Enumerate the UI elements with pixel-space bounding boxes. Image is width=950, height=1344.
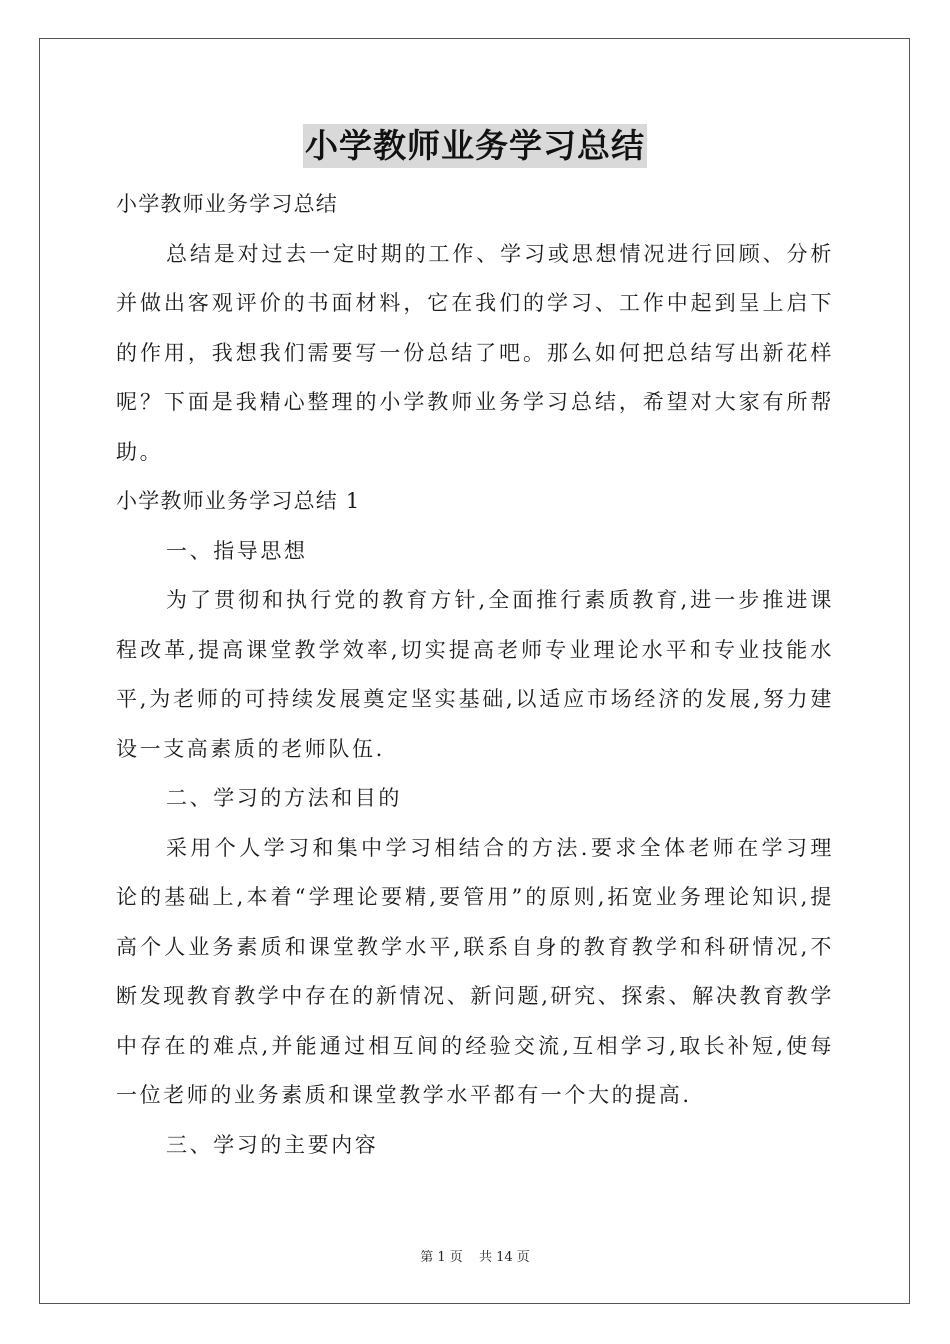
page-total: 共 14 页: [478, 1250, 530, 1265]
page-number: 第 1 页: [420, 1250, 463, 1265]
intro-paragraph: 总结是对过去一定时期的工作、学习或思想情况进行回顾、分析并做出客观评价的书面材料，它在我们的学习、工作中起到呈上启下的作用，我想我们需要写一份总结了吧。那么如何把总结写出新花样呢？下面是我精心整理的小学教师业务学习总结，希望对大家有所帮助。: [116, 241, 834, 464]
document-title: 小学教师业务学习总结: [303, 124, 647, 168]
section-heading-2: 二、学习的方法和目的: [166, 786, 402, 810]
section-heading-1: 一、指导思想: [166, 538, 308, 563]
page-footer: [0, 1246, 950, 1265]
document-subtitle: 小学教师业务学习总结: [116, 192, 338, 216]
section-body-2: 采用个人学习和集中学习相结合的方法.要求全体老师在学习理论的基础上,本着“学理论要精,要管用”的原则,拓宽业务理论知识,提高个人业务素质和课堂教学水平,联系自身的教育教学和科研情况,不断发现教育教学中存在的新情况、新问题,研究、探索、解决教育教学中存在的难点,并能通过相互间的经验交流,互相学习,取长补短,使每一位老师的业务素质和课堂教学水平都有一个大的提高.: [116, 835, 834, 1107]
document-body: [116, 180, 834, 1170]
title-container: [0, 124, 950, 168]
section-title: 小学教师业务学习总结 1: [116, 489, 361, 513]
section-heading-3: 三、学习的主要内容: [166, 1132, 379, 1157]
section-body-1: 为了贯彻和执行党的教育方针,全面推行素质教育,进一步推进课程改革,提高课堂教学效率,切实提高老师专业理论水平和专业技能水平,为老师的可持续发展奠定坚实基础,以适应市场经济的发展,努力建设一支高素质的老师队伍.: [116, 588, 834, 761]
